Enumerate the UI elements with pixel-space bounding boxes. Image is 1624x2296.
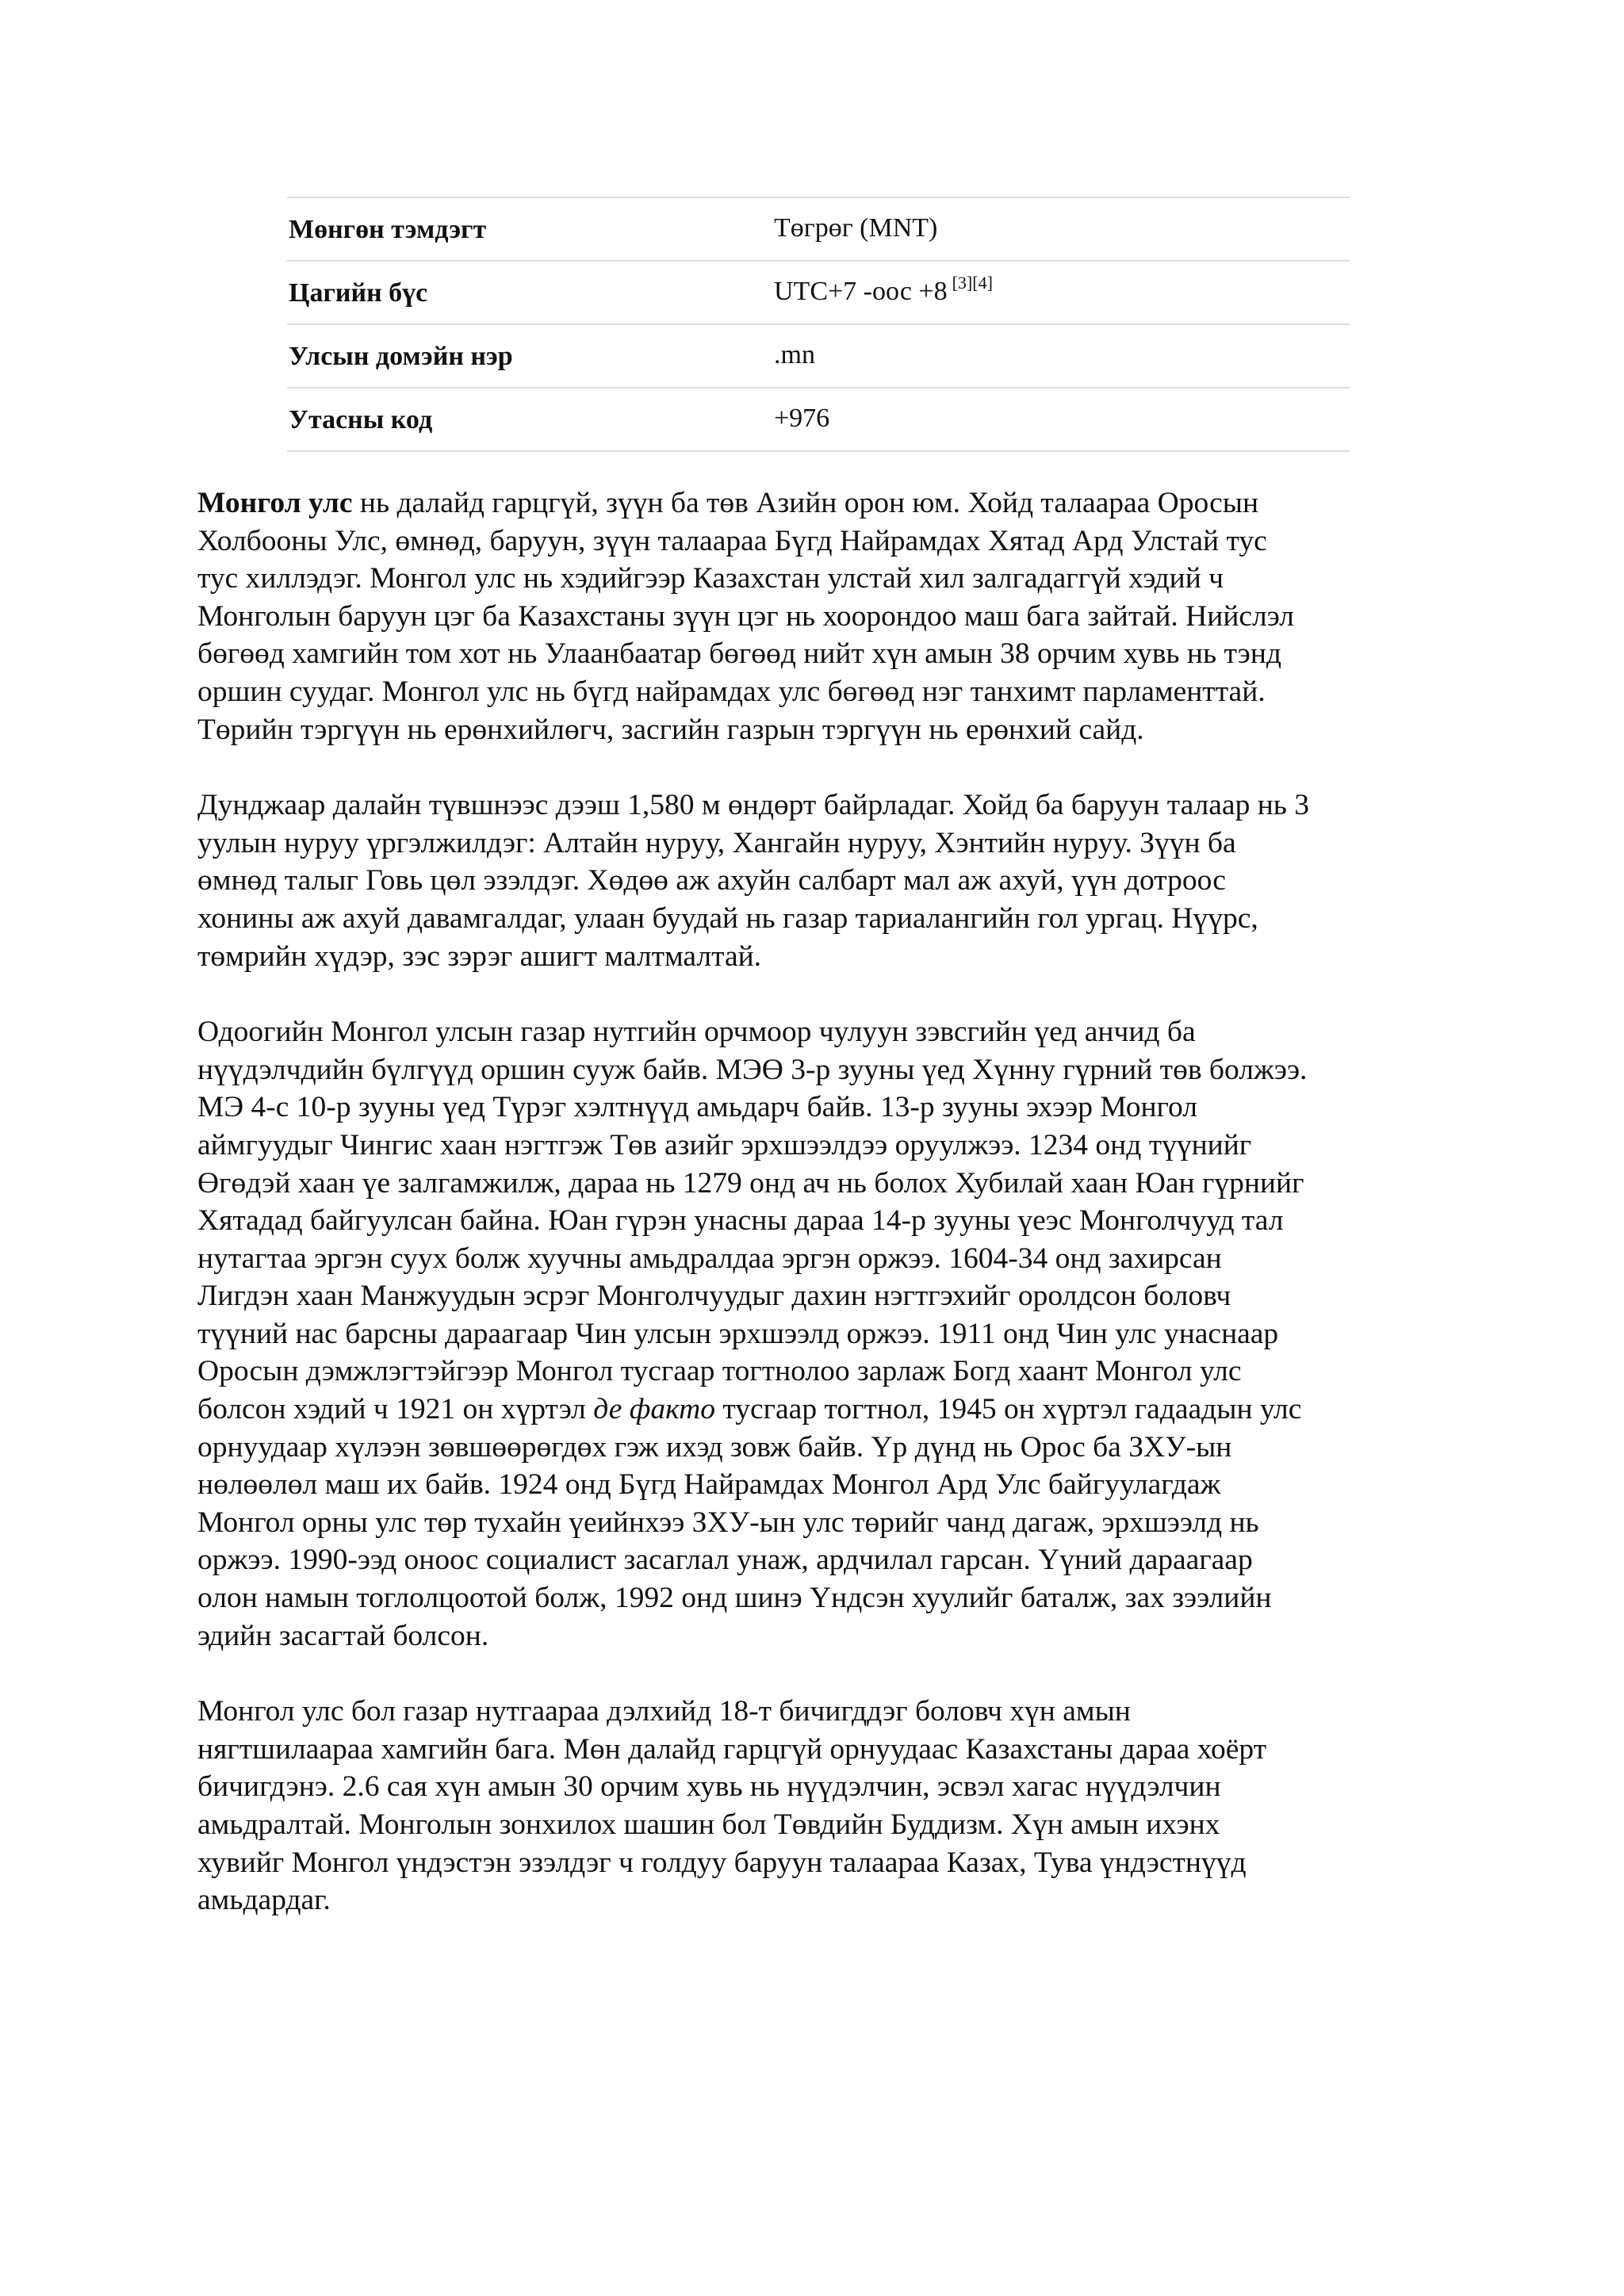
infobox-row-calling-code (287, 387, 1350, 452)
timezone-value-cell (774, 273, 993, 310)
text-line: Төрийн тэргүүн нь ерөнхийлөгч, засгийн газрын тэргүүн нь ерөнхий сайд. (197, 713, 1144, 746)
domain-label: Улсын домэйн нэр (289, 342, 513, 371)
paragraph-demographics (197, 1693, 1434, 1919)
currency-value: Төгрөг (MNT) (774, 213, 938, 243)
text-line: нөлөөлөл маш их байв. 1924 онд Бүгд Найрамдах Монгол Ард Улс байгуулагдаж (197, 1468, 1221, 1502)
text-line: Өгөдэй хаан үе залгамжилж, дараа нь 1279 онд ач нь болох Хубилай хаан Юан гүрнийг (197, 1166, 1304, 1200)
text-line: амьдралтай. Монголын зонхилох шашин бол Төвдийн Буддизм. Хүн амын ихэнх (197, 1808, 1220, 1841)
text-line: олон намын тоглолцоотой болж, 1992 онд шинэ Үндсэн хуулийг баталж, зах зээлийн (197, 1582, 1272, 1615)
text-line: нүүдэлчдийн бүлгүүд оршин сууж байв. МЭӨ 3-р зууны үед Хүнну гүрний төв болжээ. (197, 1053, 1308, 1086)
text-span: тусгаар тогтнол, 1945 он хүртэл гадаадын улс (714, 1393, 1302, 1426)
text-line: эдийн засагтай болсон. (197, 1619, 489, 1652)
text-line: Лигдэн хаан Манжуудын эсрэг Монголчуудыг дахин нэгтгэхийг оролдсон боловч (197, 1280, 1231, 1313)
timezone-label: Цагийн бүс (289, 278, 428, 308)
infobox-row-timezone (287, 260, 1350, 323)
infobox-table (287, 197, 1350, 452)
text-line: орнуудаар хүлээн зөвшөөрөгдөх гэж ихэд зовж байв. Үр дүнд нь Орос ба ЗХУ-ын (197, 1430, 1232, 1464)
currency-label: Мөнгөн тэмдэгт (289, 215, 487, 244)
text-line: өмнөд талыг Говь цөл эзэлдэг. Хөдөө аж ахуйн салбарт мал аж ахуй, үүн дотроос (197, 864, 1226, 897)
paragraph-intro (197, 484, 1434, 748)
paragraph-history (197, 1013, 1434, 1655)
lead-term: Монгол улс (197, 487, 353, 519)
infobox-row-domain (287, 323, 1350, 387)
text-line: Монголын баруун цэг ба Казахстаны зүүн цэг нь хоорондоо маш бага зайтай. Нийслэл (197, 599, 1294, 633)
text-line: төмрийн хүдэр, зэс зэрэг ашигт малтмалтай. (197, 939, 762, 973)
text-line: бичигдэнэ. 2.6 сая хүн амын 30 орчим хувь нь нүүдэлчин, эсвэл хагас нүүдэлчин (197, 1770, 1221, 1804)
text-line: Монгол улс бол газар нутгаараа дэлхийд 18-т бичигддэг боловч хүн амын (197, 1695, 1131, 1728)
infobox-row-currency (287, 197, 1350, 260)
text-line: МЭ 4-с 10-р зууны үед Түрэг хэлтнүүд амьдарч байв. 13-р зууны эхээр Монгол (197, 1091, 1197, 1124)
calling-code-label: Утасны код (289, 405, 433, 434)
paragraph-geography (197, 786, 1434, 975)
calling-code-value: +976 (774, 404, 830, 433)
text-line: амьдардаг. (197, 1884, 331, 1917)
text-line: Оросын дэмжлэгтэйгээр Монгол тусгаар тогтнолоо зарлаж Богд хаант Монгол улс (197, 1355, 1242, 1388)
text-line: оржээ. 1990-ээд оноос социалист засаглал унаж, ардчилал гарсан. Үүний дараагаар (197, 1544, 1253, 1577)
text-line: Одоогийн Монгол улсын газар нутгийн орчмоор чулуун зэвсгийн үед анчид ба (197, 1016, 1196, 1049)
text-line: Монгол орны улс төр тухайн үеийнхээ ЗХУ-ын улс төрийг чанд дагаж, эрхшээлд нь (197, 1506, 1259, 1539)
text-line: нутагтаа эргэн суух болж хуучны амьдралдаа эргэн оржээ. 1604-34 онд захирсан (197, 1242, 1222, 1275)
text-line: бөгөөд хамгийн том хот нь Улаанбаатар бөгөөд нийт хүн амын 38 орчим хувь нь тэнд (197, 637, 1282, 671)
text-span: нь далайд гарцгүй, зүүн ба төв Азийн орон юм. Хойд талаараа Оросын (352, 487, 1259, 519)
text-line: хувийг Монгол үндэстэн эзэлдэг ч голдуу баруун талаараа Казах, Тува үндэстнүүд (197, 1846, 1247, 1879)
text-line: Холбооны Улс, өмнөд, баруун, зүүн талаараа Бүгд Найрамдах Хятад Ард Улстай тус (197, 524, 1267, 557)
text-line: аймгуудыг Чингис хаан нэгтгэж Төв азийг эрхшээлдээ оруулжээ. 1234 онд түүнийг (197, 1128, 1252, 1161)
text-line: Дунджаар далайн түвшнээс дээш 1,580 м өндөрт байрладаг. Хойд ба баруун талаар нь 3 (197, 789, 1309, 822)
text-line: тус хиллэдэг. Монгол улс нь хэдийгээр Казахстан улстай хил залгадаггүй хэдий ч (197, 562, 1224, 595)
text-line: хонины аж ахуй давамгалдаг, улаан буудай нь газар тариалангийн гол ургац. Нүүрс, (197, 901, 1258, 935)
text-line (197, 484, 1434, 522)
text-line: Хятадад байгуулсан байна. Юан гүрэн унасны дараа 14-р зууны үеэс Монголчууд тал (197, 1204, 1284, 1238)
timezone-references[interactable]: [3][4] (952, 273, 993, 293)
text-line: түүний нас барсны дараагаар Чин улсын эрхшээлд оржээ. 1911 онд Чин улс унаснаар (197, 1317, 1279, 1350)
domain-value: .mn (774, 340, 815, 369)
text-span: болсон хэдий ч 1921 он хүртэл (197, 1393, 594, 1426)
text-line: оршин суудаг. Монгол улс нь бүгд найрамдах улс бөгөөд нэг танхимт парламенттай. (197, 675, 1266, 708)
emphasis-de-facto: де факто (593, 1393, 715, 1426)
text-line: уулын нуруу үргэлжилдэг: Алтайн нуруу, Хангайн нуруу, Хэнтийн нуруу. Зүүн ба (197, 826, 1236, 859)
text-line (197, 1391, 1434, 1429)
article-body (197, 484, 1434, 1919)
text-line: нягтшилаараа хамгийн бага. Мөн далайд гарцгүй орнуудаас Казахстаны дараа хоёрт (197, 1732, 1267, 1766)
timezone-value: UTC+7 -оос +8 (774, 277, 948, 306)
